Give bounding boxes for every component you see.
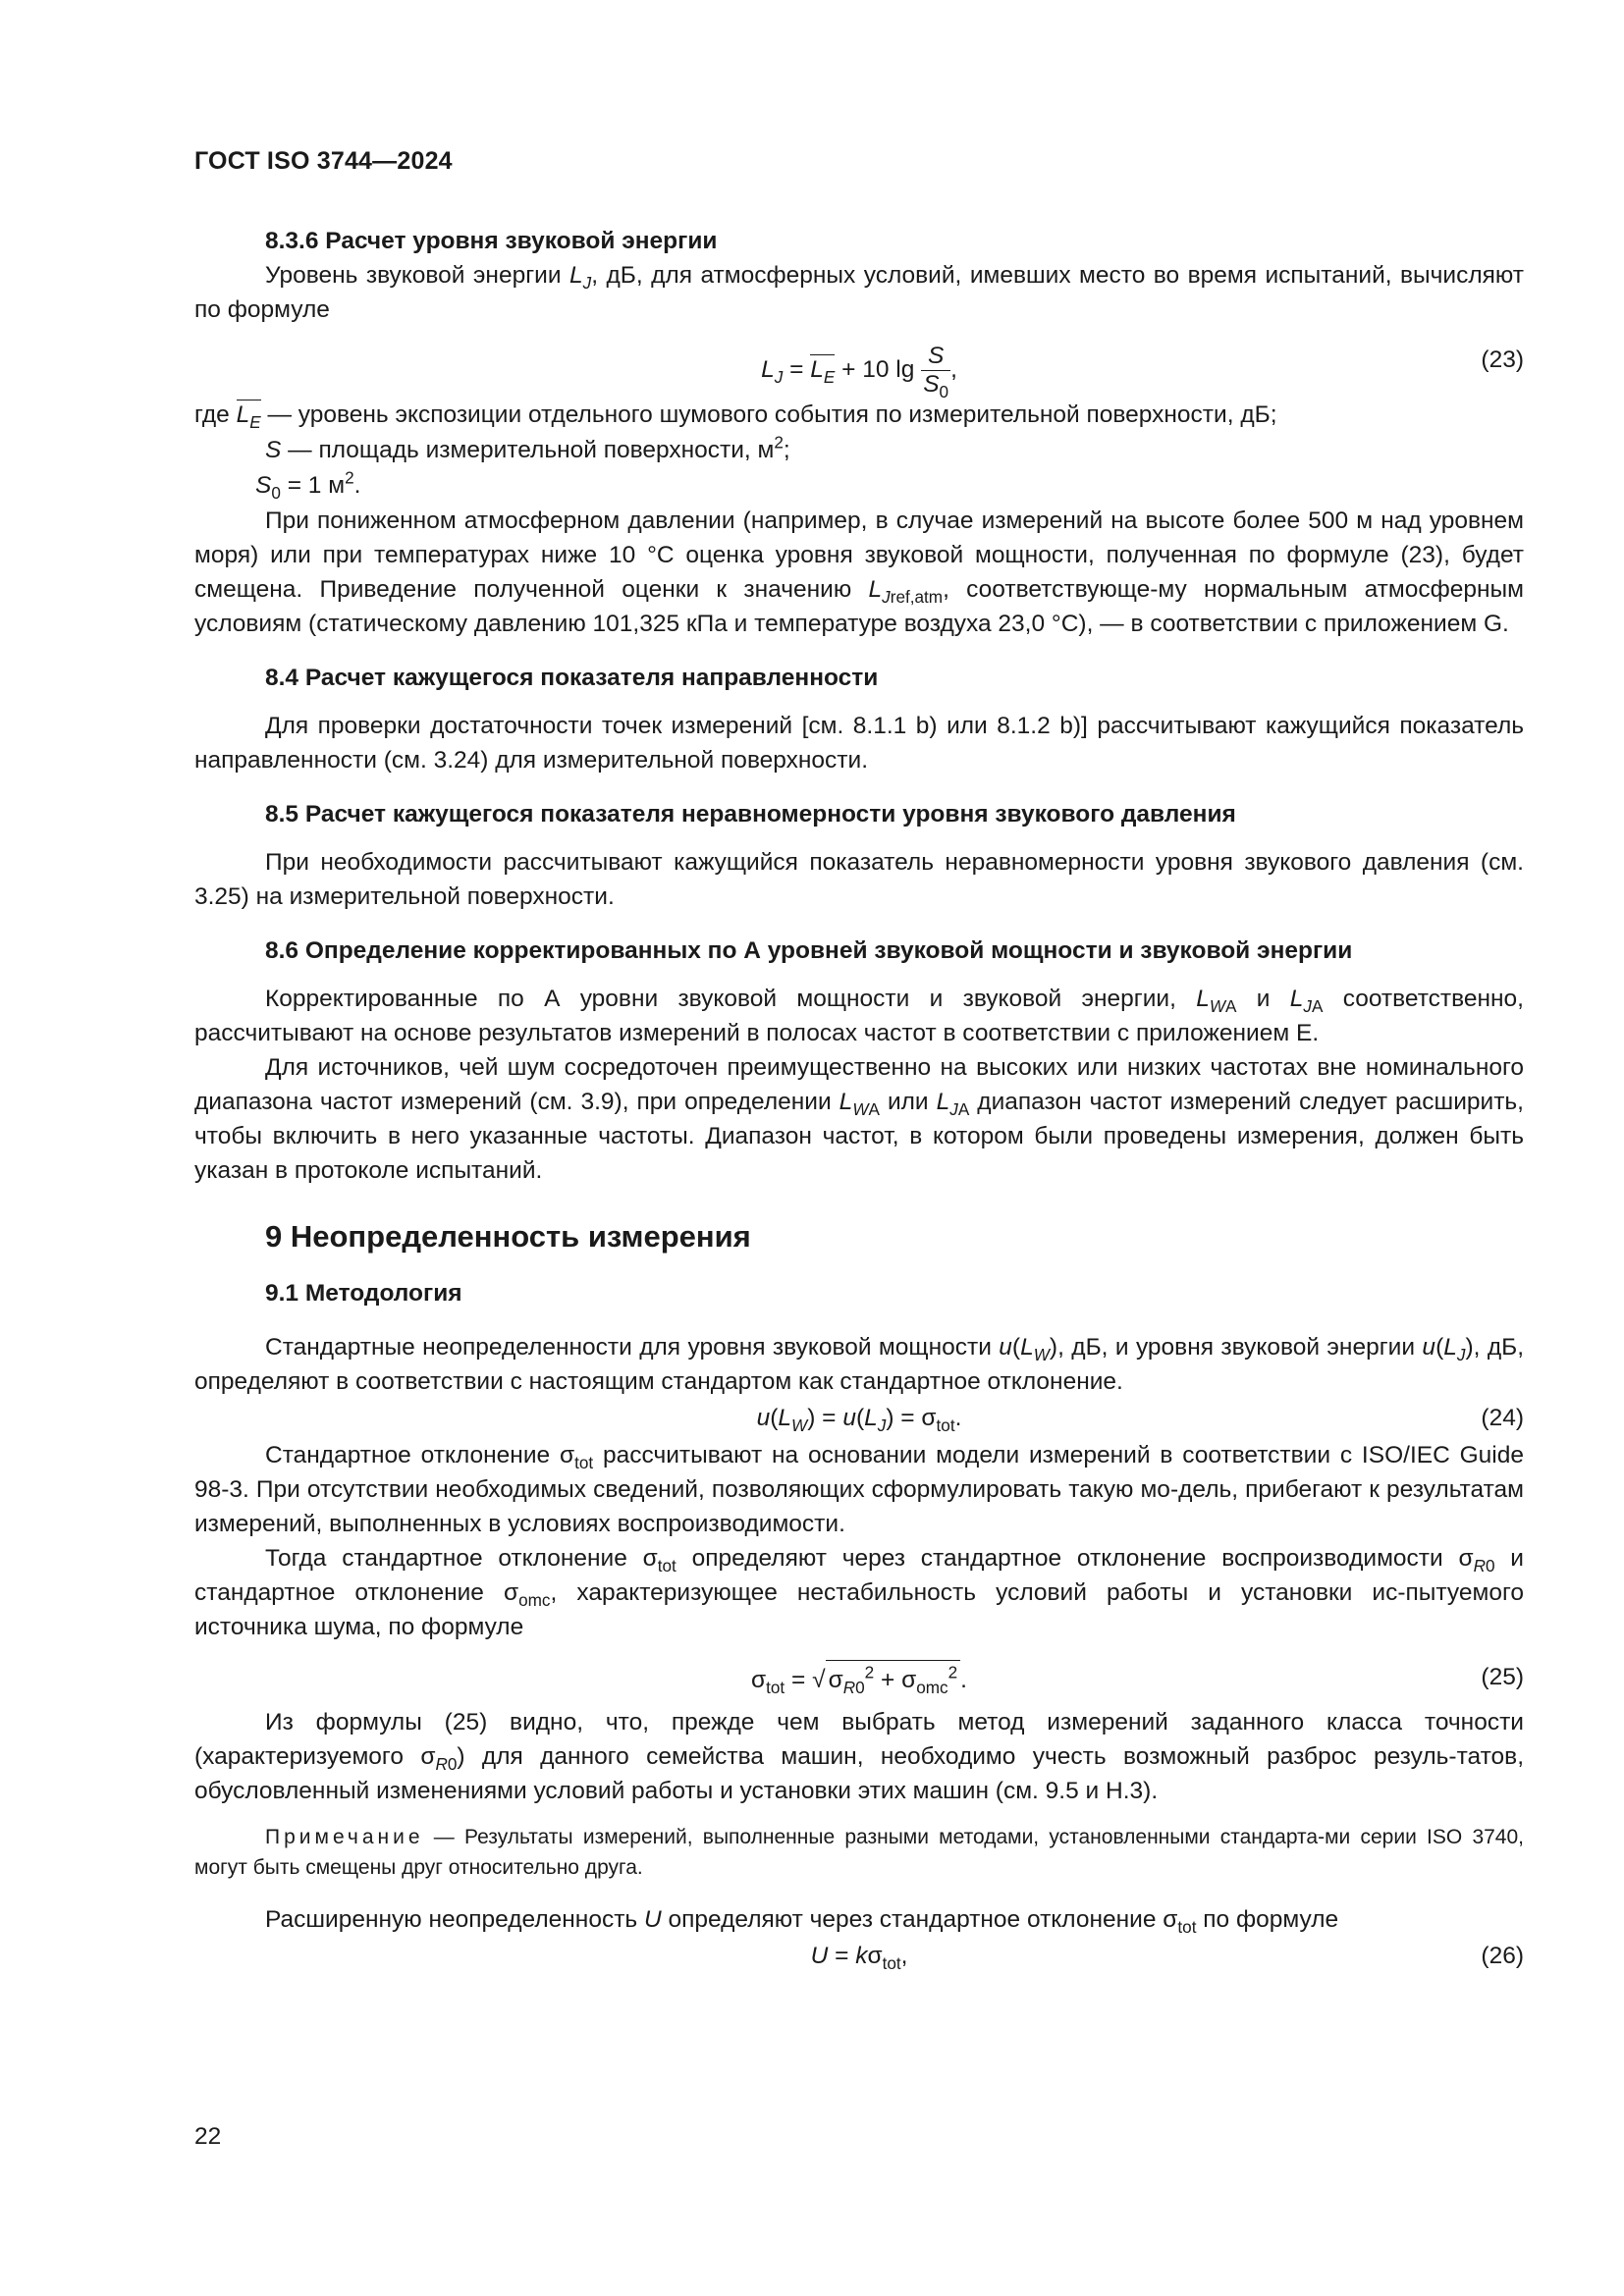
section-9-1-paragraph-4: Из формулы (25) видно, что, прежде чем выбрать метод измерений заданного класса точности (характеризуемого $\sigma_{R0}$) для данного семейства машин, необходимо учесть возможный разброс резуль-татов, обусловленный изменениями условий работы и установки этих машин (см. 9.5 и Н.3). bbox=[194, 1709, 1524, 1804]
section-8-3-6-heading: 8.3.6 Расчет уровня звуковой энергии bbox=[265, 228, 718, 254]
section-9-1-paragraph-3: Тогда стандартное отклонение $\sigma_{tot}$ определяют через стандартное отклонение воспроизводимости $\sigma_{R0}$ и стандартное отклонение $\sigma_{omc}$, характеризующее нестабильность условий работы и установки ис-пытуемого источника шума, по формуле bbox=[194, 1545, 1524, 1640]
equation-23-expression: $L_J = L_E + 10$ lg $\frac{S}{S_0}$ , bbox=[761, 343, 957, 401]
equation-24-number: (24) bbox=[1481, 1405, 1524, 1431]
equation-24 bbox=[194, 1399, 1524, 1438]
section-9-heading: 9 Неопределенность измерения bbox=[265, 1219, 751, 1254]
section-8-5-heading: 8.5 Расчет кажущегося показателя неравномерности уровня звукового давления bbox=[265, 801, 1236, 828]
page-number: 22 bbox=[194, 2123, 222, 2150]
section-9-1-heading: 9.1 Методология bbox=[265, 1280, 462, 1307]
section-8-6-paragraph-2: Для источников, чей шум сосредоточен преимущественно на высоких или низких частотах вне номинального диапазона частот измерений (см. 3.9), при определении $L_{WA}$ или $L_{JA}$ диапазон частот измерений следует расширить, чтобы включить в него указанные частоты. Диапазон частот, в котором были проведены измерения, должен быть указан в протоколе испытаний. bbox=[194, 1054, 1524, 1184]
section-8-4-heading: 8.4 Расчет кажущегося показателя направленности bbox=[265, 665, 879, 691]
section-8-6-heading: 8.6 Определение корректированных по А уровней звуковой мощности и звуковой энергии bbox=[265, 937, 1353, 964]
section-9-1-paragraph-5: Расширенную неопределенность U определяют через стандартное отклонение $\sigma_{tot}$ по формуле bbox=[265, 1906, 1339, 1937]
equation-25-expression: $\sigma_{tot}$ = √ $\sigma_{R0}^2 + \sigma_{omc}^2$ . bbox=[194, 1660, 1524, 1697]
section-8-3-6-pressure-paragraph: При пониженном атмосферном давлении (например, в случае измерений на высоте более 500 м над уровнем моря) или при температурах ниже 10 °С оценка уровня звуковой мощности, полученная по формуле (23), будет смещена. Приведение полученной оценки к значению $L_{Jref,atm}$, соответствующе-му нормальным атмосферным условиям (статическому давлению 101,325 кПа и температуре воздуха 23,0 °С), — в соответствии с приложением G. bbox=[194, 507, 1524, 637]
equation-25-number: (25) bbox=[1481, 1664, 1524, 1690]
note-label: Примечание bbox=[265, 1826, 424, 1848]
section-8-4-text: Для проверки достаточности точек измерений [см. 8.1.1 b) или 8.1.2 b)] рассчитывают кажущийся показатель направленности (см. 3.24) для измерительной поверхности. bbox=[194, 713, 1524, 774]
equation-26 bbox=[194, 1937, 1524, 1976]
standard-header: ГОСТ ISO 3744—2024 bbox=[194, 147, 453, 175]
note-block bbox=[194, 1822, 1524, 1883]
definition-le: где $L_E$ — уровень экспозиции отдельного шумового события по измерительной поверхности, дБ; bbox=[194, 401, 1277, 432]
symbol-definitions bbox=[194, 398, 1524, 504]
equation-23 bbox=[194, 327, 1524, 401]
section-9-1-paragraph-2: Стандартное отклонение $\sigma_{tot}$ рассчитывают на основании модели измерений в соответствии с ISO/IEC Guide 98-3. При отсутствии необходимых сведений, позволяющих сформулировать такую мо-дель, прибегают к результатам измерений, выполненных в условиях воспроизводимости. bbox=[194, 1442, 1524, 1537]
note-text: — Результаты измерений, выполненные разными методами, установленными стандарта-ми серии ISO 3740, могут быть смещены друг относительно друга. bbox=[194, 1826, 1524, 1879]
section-9-1-paragraph-1: Стандартные неопределенности для уровня звуковой мощности $u(L_W)$, дБ, и уровня звуковой энергии $u(L_J)$, дБ, определяют в соответствии с настоящим стандартом как стандартное отклонение. bbox=[194, 1334, 1525, 1395]
equation-26-number: (26) bbox=[1481, 1943, 1524, 1969]
definition-s0: $S_0 = 1$ $м^2$. bbox=[255, 467, 361, 503]
section-8-6-paragraph-1: Корректированные по А уровни звуковой мощности и звуковой энергии, $L_{WA}$ и $L_{JA}$ соответственно, рассчитывают на основе результатов измерений в полосах частот в соответствии с приложением Е. bbox=[194, 986, 1524, 1046]
equation-26-expression: $U = k\sigma_{tot}$, bbox=[810, 1943, 908, 1973]
definition-s: S — площадь измерительной поверхности, $м^2$; bbox=[265, 432, 790, 463]
equation-24-expression: $u(L_W) = u(L_J) = \sigma_{tot}$. bbox=[756, 1405, 962, 1435]
equation-23-number: (23) bbox=[1481, 347, 1524, 373]
section-8-5-text: При необходимости рассчитывают кажущийся показатель неравномерности уровня звукового давления (см. 3.25) на измерительной поверхности. bbox=[194, 849, 1524, 910]
page-content bbox=[194, 224, 1524, 1976]
equation-25 bbox=[194, 1644, 1524, 1705]
section-8-3-6-intro: Уровень звуковой энергии $L_J$, дБ, для атмосферных условий, имевших место во время испытаний, вычисляют по формуле bbox=[194, 262, 1524, 323]
